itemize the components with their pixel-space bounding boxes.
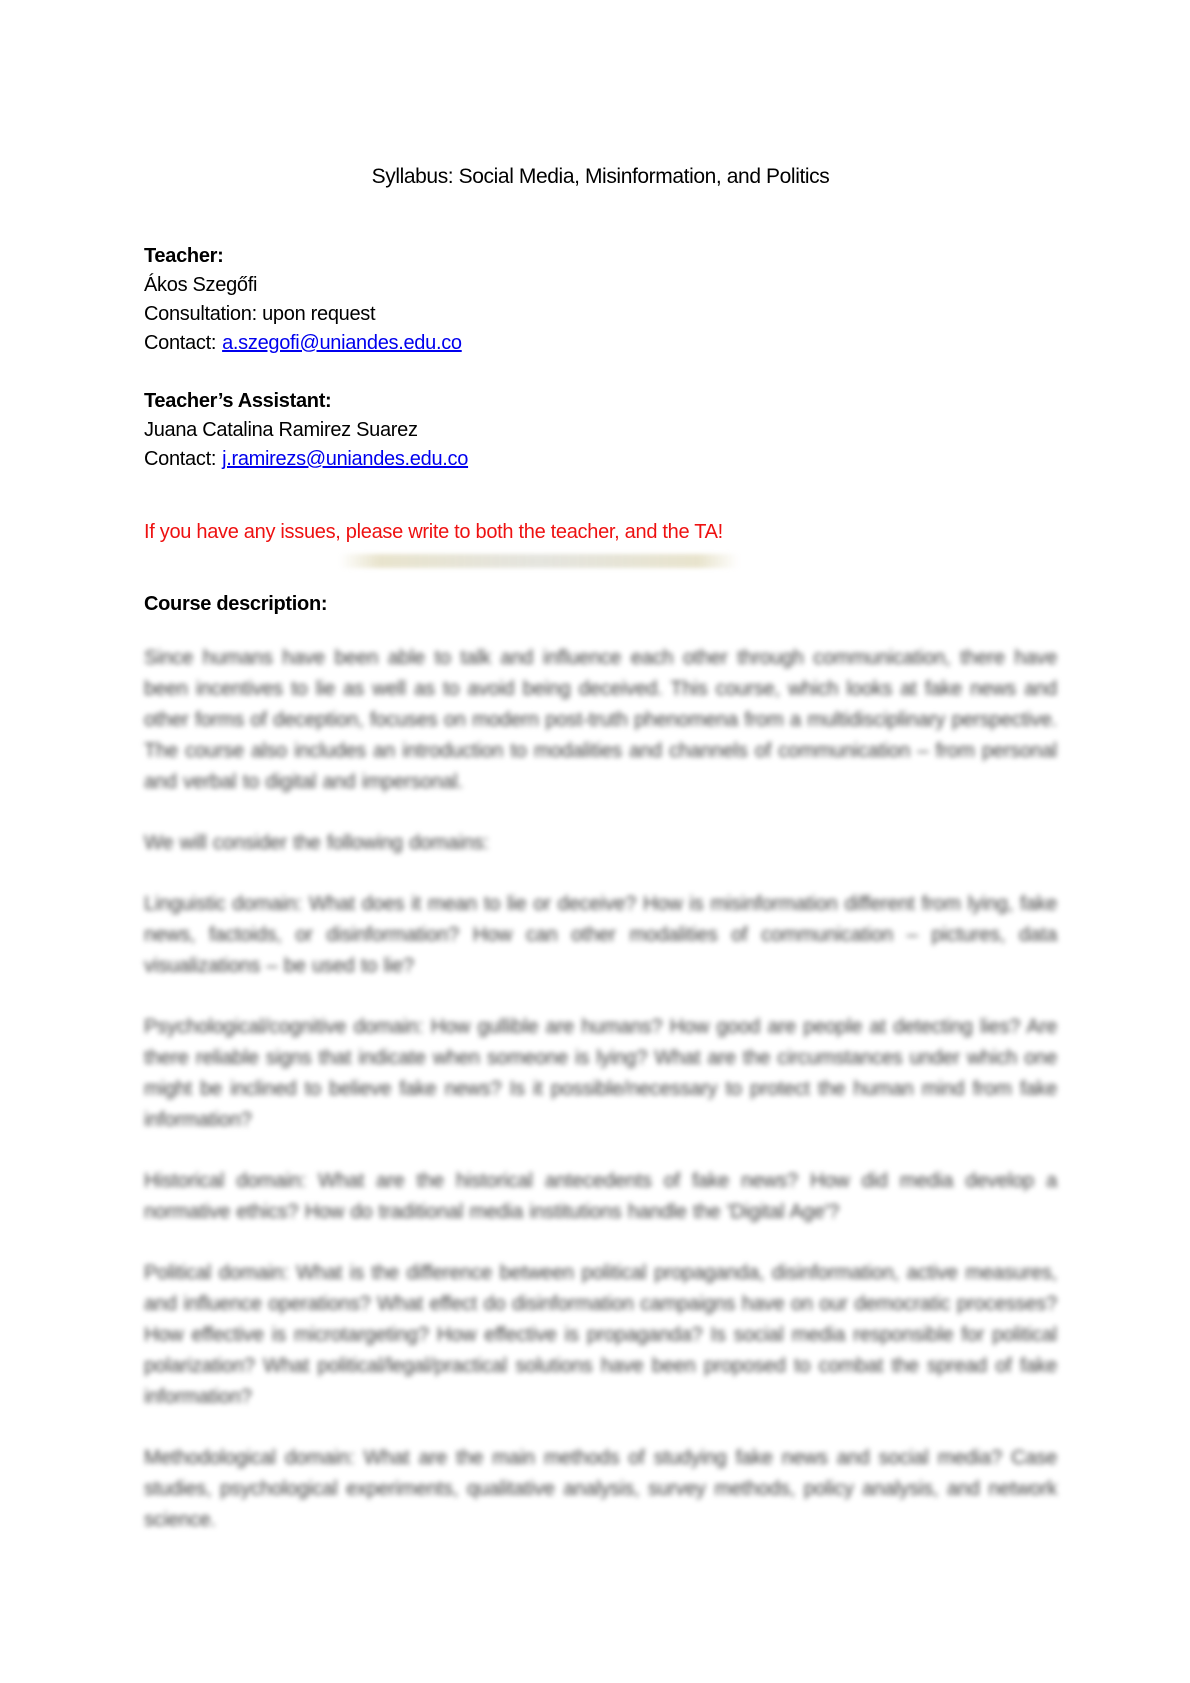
teacher-heading: Teacher:	[144, 245, 224, 267]
course-description-paragraph-political: Political domain: What is the difference between political propaganda, disinformation, active measures, and influence operations? What effect do disinformation campaigns have on our democratic processes? How effective is microtargeting? How effective is propaganda? Is social media responsible for political polarization? What political/legal/practical solutions have been proposed to combat the spread of fake information?	[144, 1262, 1057, 1408]
course-description-paragraph-linguistic: Linguistic domain: What does it mean to lie or deceive? How is misinformation different from lying, fake news, factoids, or disinformation? How can other modalities of communication – pictures, data visualizations – be used to lie?	[144, 893, 1057, 977]
course-description-paragraph-psychological: Psychological/cognitive domain: How gullible are humans? How good are people at detecting lies? Are there reliable signs that indicate when someone is lying? What are the circumstances under which one might be inclined to believe fake news? Is it possible/necessary to protect the human mind from fake information?	[144, 1016, 1057, 1131]
teacher-section	[144, 242, 1057, 358]
ta-heading: Teacher’s Assistant:	[144, 390, 332, 412]
teacher-contact-label: Contact:	[144, 332, 217, 354]
course-description-paragraph-intro: Since humans have been able to talk and influence each other through communication, there have been incentives to lie as well as to avoid being deceived. This course, which looks at fake news and other forms of deception, focuses on modern post-truth phenomena from a multidisciplinary perspective. The course also includes an introduction to modalities and channels of communication – from personal and verbal to digital and impersonal.	[144, 647, 1057, 793]
ta-contact-line	[144, 445, 1057, 474]
issues-notice: If you have any issues, please write to both the teacher, and the TA!	[144, 521, 723, 543]
course-description-heading: Course description:	[144, 593, 328, 615]
course-description-paragraph-historical: Historical domain: What are the historical antecedents of fake news? How did media develop a normative ethics? How do traditional media institutions handle the 'Digital Age'?	[144, 1170, 1057, 1223]
ta-name: Juana Catalina Ramirez Suarez	[144, 419, 418, 441]
teacher-email-link[interactable]: a.szegofi@uniandes.edu.co	[222, 332, 462, 354]
page-title: Syllabus: Social Media, Misinformation, and Politics	[371, 165, 830, 188]
teacher-contact-line	[144, 329, 1057, 358]
teacher-name: Ákos Szegőfi	[144, 274, 258, 296]
course-description-paragraph-domains-lead: We will consider the following domains:	[144, 832, 489, 854]
ta-section	[144, 387, 1057, 474]
ta-contact-label: Contact:	[144, 448, 217, 470]
ta-email-link[interactable]: j.ramirezs@uniandes.edu.co	[222, 448, 469, 470]
ghost-text-artifact	[339, 554, 739, 568]
course-description-paragraph-methodological: Methodological domain: What are the main methods of studying fake news and social media? Case studies, psychological experiments, qualitative analysis, survey methods, policy analysis, and network science.	[144, 1447, 1057, 1531]
teacher-consultation: Consultation: upon request	[144, 303, 376, 325]
